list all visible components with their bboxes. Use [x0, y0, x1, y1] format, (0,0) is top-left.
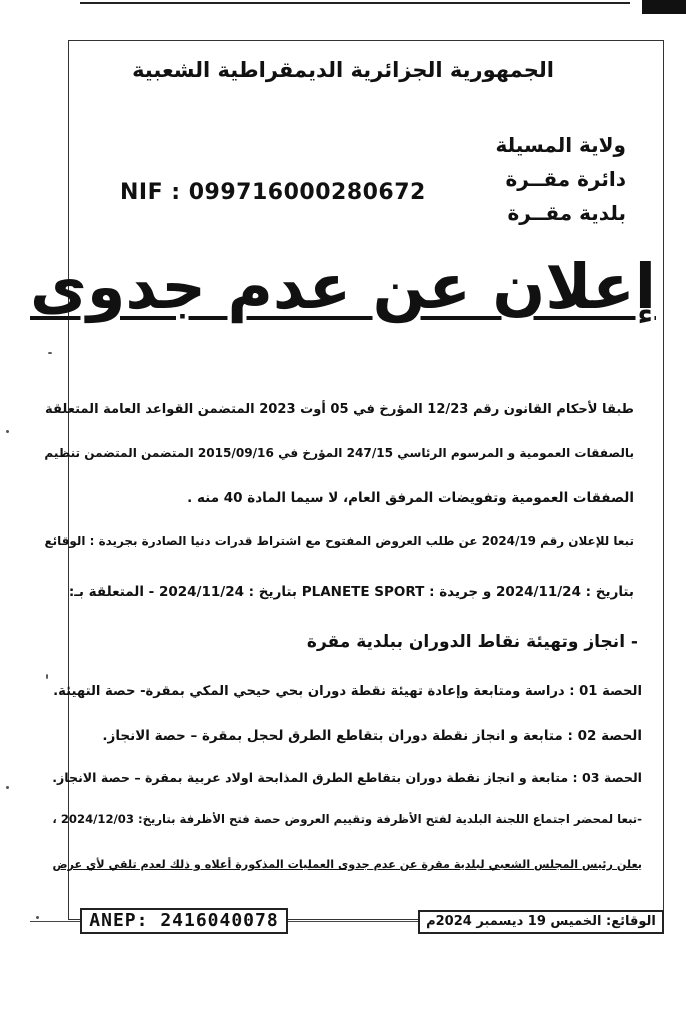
legal-basis-line-3: الصفقات العمومية وتفويضات المرفق العام، لا سيما المادة 40 منه .: [187, 490, 634, 506]
authority-wilaya: ولاية المسيلة: [495, 133, 626, 157]
project-title: - انجاز وتهيئة نقاط الدوران ببلدية مقرة: [306, 632, 638, 652]
authority-block: [495, 128, 626, 230]
scan-speck: [6, 430, 9, 433]
scan-speck: [48, 352, 52, 354]
unsuccessful-declaration-line: يعلن رئيس المجلس الشعبي لبلدية مقرة عن عدم جدوى العمليات المذكورة أعلاه و ذلك لعدم تلقي لأي عرض: [52, 858, 642, 871]
lot-02: الحصة 02 : متابعة و انجاز نقطة دوران بتقاطع الطرق لحجل بمقرة – حصة الانجاز.: [102, 728, 642, 744]
scan-speck: [6, 786, 9, 789]
lot-01: الحصة 01 : دراسة ومتابعة وإعادة تهيئة نقطة دوران بحي حيحي المكي بمقرة- حصة التهيئة.: [53, 684, 642, 699]
authority-commune: بلدية مقــرة: [507, 201, 626, 225]
top-rule: [80, 2, 630, 4]
lot-03: الحصة 03 : متابعة و انجاز نقطة دوران بتقاطع الطرق المذابحة اولاد عربية بمقرة – حصة الانجاز.: [52, 770, 642, 785]
scan-speck: [36, 916, 39, 919]
republic-heading: الجمهورية الجزائرية الديمقراطية الشعبية: [132, 58, 554, 82]
nif-number: NIF : 099716000280672: [120, 180, 426, 205]
footer-rule-left: [30, 921, 80, 922]
anep-reference: ANEP: 2416040078: [80, 908, 288, 934]
corner-mark: [642, 0, 686, 14]
publication-date: الوقائع: الخميس 19 ديسمبر 2024م: [418, 910, 664, 934]
tender-reference-line-2: بتاريخ : 2024/11/24 و جريدة : PLANETE SPORT بتاريخ : 2024/11/24 - المتعلقة بـ:: [68, 584, 634, 600]
authority-daira: دائرة مقــرة: [505, 167, 626, 191]
notice-headline: إعلان عن عدم جدوى: [30, 250, 656, 323]
legal-basis-line-2: بالصفقات العمومية و المرسوم الرئاسي 247/15 المؤرخ في 2015/09/16 المتضمن المتضمن تنظيم: [44, 446, 634, 460]
legal-basis-line-1: طبقا لأحكام القانون رقم 12/23 المؤرخ في 05 أوت 2023 المتضمن القواعد العامة المتعلقة: [45, 402, 634, 417]
opening-committee-line: -تبعا لمحضر اجتماع اللجنة البلدية لفتح الأظرفة وتقييم العروض حصة فتح الأظرفة بتاريخ: 2024/12/03 ،: [52, 812, 642, 826]
scan-speck: [46, 674, 48, 679]
footer-rule-middle: [288, 921, 418, 922]
tender-reference-line-1: تبعا للإعلان رقم 2024/19 عن طلب العروض المفتوح مع اشتراط قدرات دنيا الصادرة بجريدة : الوقائع: [44, 534, 634, 548]
